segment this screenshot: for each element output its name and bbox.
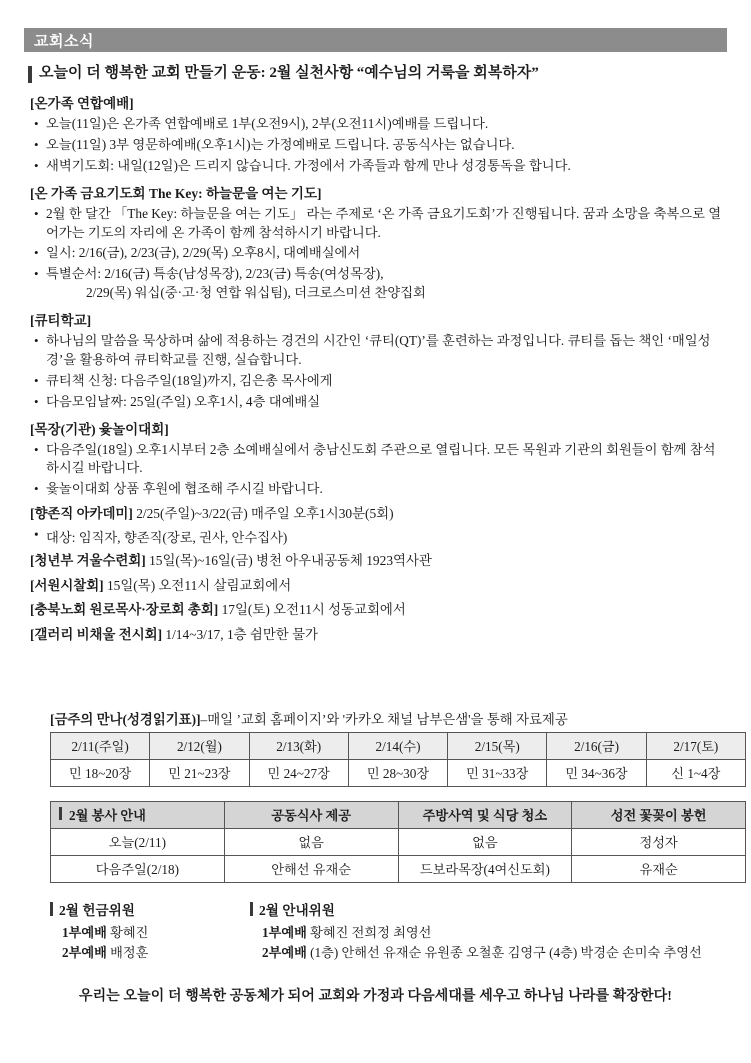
headline-text: 오늘이 더 행복한 교회 만들기 운동: 2월 실천사항 “예수님의 거룩을 회복하자” bbox=[39, 65, 539, 81]
guide-line-value: (1층) 안해선 유재순 유원종 오철훈 김영구 (4층) 박경순 손미숙 추영선 bbox=[310, 944, 702, 960]
service-header-meal: 공동식사 제공 bbox=[224, 801, 398, 828]
section-title: [온가족 연합예배] bbox=[30, 96, 134, 111]
announcement-youth-retreat bbox=[30, 552, 727, 571]
guide-line bbox=[250, 943, 750, 963]
offering-line-label: 1부예배 bbox=[62, 924, 107, 940]
guide-line bbox=[250, 923, 750, 943]
manna-reading: 민 31~33장 bbox=[448, 759, 547, 786]
list-item: • 새벽기도회: 내일(12일)은 드리지 않습니다. 가정에서 가족들과 함께 만나 성경통독을 합니다. bbox=[30, 157, 727, 176]
section-qt-school bbox=[30, 309, 727, 412]
list-item bbox=[30, 265, 727, 303]
section-title: [큐티학교] bbox=[30, 313, 92, 328]
section-title: [온 가족 금요기도회 The Key: 하늘문을 여는 기도] bbox=[30, 185, 322, 201]
manna-reading: 민 24~27장 bbox=[249, 759, 348, 786]
bullet-list bbox=[30, 205, 727, 303]
table-row bbox=[51, 759, 746, 786]
service-table bbox=[50, 801, 746, 883]
list-item: • 다음모임날짜: 25일(주일) 오후1시, 4층 대예배실 bbox=[30, 393, 727, 412]
offering-line-value: 배정훈 bbox=[110, 944, 149, 960]
inline-announcements bbox=[30, 505, 727, 645]
announcement-academy-sub: • 대상: 임직자, 향존직(장로, 권사, 안수집사) bbox=[30, 527, 727, 546]
manna-reading: 민 34~36장 bbox=[547, 759, 646, 786]
bullet-list bbox=[30, 441, 727, 500]
list-item: • 큐티책 신청: 다음주일(18일)까지, 김은총 목사에게 bbox=[30, 372, 727, 391]
announcement-academy bbox=[30, 505, 727, 524]
announcement-seowon bbox=[30, 577, 727, 596]
section-header-bar bbox=[24, 28, 727, 52]
guide-line-label: 1부예배 bbox=[262, 924, 307, 940]
list-item: • 다음주일(18일) 오후1시부터 2층 소예배실에서 충남신도회 주관으로 열립니다. 모든 목원과 기관의 회원들이 함께 참석하시길 바랍니다. bbox=[30, 441, 727, 479]
manna-reading: 민 21~23장 bbox=[150, 759, 249, 786]
announcement-chungbuk bbox=[30, 601, 727, 620]
offering-line-value: 황혜진 bbox=[110, 924, 149, 940]
manna-day: 2/16(금) bbox=[547, 732, 646, 759]
service-cell: 정성자 bbox=[572, 828, 746, 855]
tick-icon bbox=[250, 902, 253, 916]
list-item: • 하나님의 말씀을 묵상하며 삶에 적용하는 경건의 시간인 ‘큐티(QT)’를 훈련하는 과정입니다. 큐티를 돕는 책인 ‘매일성경’을 활용하여 큐티학교를 진행, 실습합니다. bbox=[30, 332, 727, 370]
manna-reading: 민 18~20장 bbox=[51, 759, 150, 786]
service-header-flower: 성전 꽃꽂이 봉헌 bbox=[572, 801, 746, 828]
announcement-value: 2/25(주일)~3/22(금) 매주일 오후1시30분(5회) bbox=[136, 506, 394, 522]
list-item: • 오늘(11일)은 온가족 연합예배로 1부(오전9시), 2부(오전11시)예배를 드립니다. bbox=[30, 115, 727, 134]
service-cell: 없음 bbox=[398, 828, 572, 855]
service-header-kitchen: 주방사역 및 식당 청소 bbox=[398, 801, 572, 828]
manna-day: 2/14(수) bbox=[348, 732, 447, 759]
announcement-label: [청년부 겨울수련회] bbox=[30, 552, 146, 568]
offering-guide-columns bbox=[50, 899, 750, 963]
announcement-gallery bbox=[30, 626, 727, 645]
announcement-label: [서원시찰회] bbox=[30, 577, 104, 593]
manna-title-normal: –매일 ’교회 홈페이지’와 '카카오 채널 남부은샘'을 통해 자료제공 bbox=[200, 711, 568, 727]
service-cell: 유재순 bbox=[572, 855, 746, 882]
service-header-month bbox=[51, 801, 225, 828]
service-cell: 안해선 유재순 bbox=[224, 855, 398, 882]
guide-title-label: 2월 안내위원 bbox=[259, 902, 335, 918]
guide-line-value: 황혜진 전희정 최영선 bbox=[310, 924, 432, 940]
bottom-area bbox=[24, 709, 727, 1005]
guide-column bbox=[250, 899, 750, 963]
table-row bbox=[51, 732, 746, 759]
table-row bbox=[51, 828, 746, 855]
manna-title-bold: [금주의 만나(성경읽기표)] bbox=[50, 711, 201, 727]
manna-day: 2/15(목) bbox=[448, 732, 547, 759]
header-title: 교회소식 bbox=[34, 32, 94, 50]
offering-column bbox=[50, 899, 250, 963]
guide-line-label: 2부예배 bbox=[262, 944, 307, 960]
service-cell: 없음 bbox=[224, 828, 398, 855]
announcement-value: 15일(목)~16일(금) 병천 아우내공동체 1923역사관 bbox=[149, 552, 432, 568]
section-yut-game bbox=[30, 418, 727, 500]
list-item: • 오늘(11일) 3부 영문하예배(오후1시)는 가정예배로 드립니다. 공동식사는 없습니다. bbox=[30, 136, 727, 155]
list-item-subtext: 2/29(목) 워십(중·고·청 연합 워십팀), 더크로스미션 찬양집회 bbox=[86, 285, 426, 301]
offering-title-label: 2월 헌금위원 bbox=[59, 902, 135, 918]
headline-tick-icon bbox=[28, 66, 32, 83]
manna-day: 2/13(화) bbox=[249, 732, 348, 759]
manna-reading: 신 1~4장 bbox=[646, 759, 745, 786]
service-cell: 드보라목장(4여신도회) bbox=[398, 855, 572, 882]
announcement-value: 17일(토) 오전11시 성동교회에서 bbox=[221, 602, 406, 618]
bullet-list bbox=[30, 115, 727, 176]
list-item: • 일시: 2/16(금), 2/23(금), 2/29(목) 오후8시, 대예배실에서 bbox=[30, 244, 727, 263]
list-item-text: 특별순서: 2/16(금) 특송(남성목장), 2/23(금) 특송(여성목장), bbox=[46, 266, 384, 282]
announcement-label: [충북노회 원로목사·장로회 총회] bbox=[30, 602, 219, 618]
manna-reading: 민 28~30장 bbox=[348, 759, 447, 786]
manna-day: 2/12(월) bbox=[150, 732, 249, 759]
section-family-worship bbox=[30, 92, 727, 176]
offering-line-label: 2부예배 bbox=[62, 944, 107, 960]
announcement-value: 15일(목) 오전11시 살림교회에서 bbox=[106, 577, 292, 593]
announcement-label: [갤러리 비채울 전시회] bbox=[30, 627, 163, 643]
headline bbox=[28, 64, 727, 83]
guide-title bbox=[250, 899, 750, 919]
manna-title bbox=[50, 709, 727, 728]
table-row bbox=[51, 801, 746, 828]
offering-line bbox=[50, 923, 250, 943]
table-row bbox=[51, 855, 746, 882]
tick-icon bbox=[59, 807, 62, 820]
service-header-label: 2월 봉사 안내 bbox=[69, 808, 146, 824]
announcement-label: [향존직 아카데미] bbox=[30, 506, 133, 522]
list-item: • 윷놀이대회 상품 후원에 협조해 주시길 바랍니다. bbox=[30, 480, 727, 499]
offering-line bbox=[50, 943, 250, 963]
bullet-list bbox=[30, 332, 727, 412]
section-title: [목장(기관) 윷놀이대회] bbox=[30, 421, 169, 437]
manna-table bbox=[50, 732, 746, 787]
service-cell: 오늘(2/11) bbox=[51, 828, 225, 855]
section-friday-prayer bbox=[30, 182, 727, 303]
manna-day: 2/17(토) bbox=[646, 732, 745, 759]
footer-slogan: 우리는 오늘이 더 행복한 공동체가 되어 교회와 가정과 다음세대를 세우고 하나님 나라를 확장한다! bbox=[79, 988, 672, 1004]
announcement-value: 1/14~3/17, 1층 쉼만한 물가 bbox=[165, 627, 318, 643]
tick-icon bbox=[50, 902, 53, 916]
list-item: • 2월 한 달간 「The Key: 하늘문을 여는 기도」 라는 주제로 ‘온 가족 금요기도회’가 진행됩니다. 꿈과 소망을 축복으로 열어가는 기도의 자리에 온 가족이 함께 참석하시기 바랍니다. bbox=[30, 205, 727, 243]
manna-day: 2/11(주일) bbox=[51, 732, 150, 759]
service-cell: 다음주일(2/18) bbox=[51, 855, 225, 882]
offering-title bbox=[50, 899, 250, 919]
